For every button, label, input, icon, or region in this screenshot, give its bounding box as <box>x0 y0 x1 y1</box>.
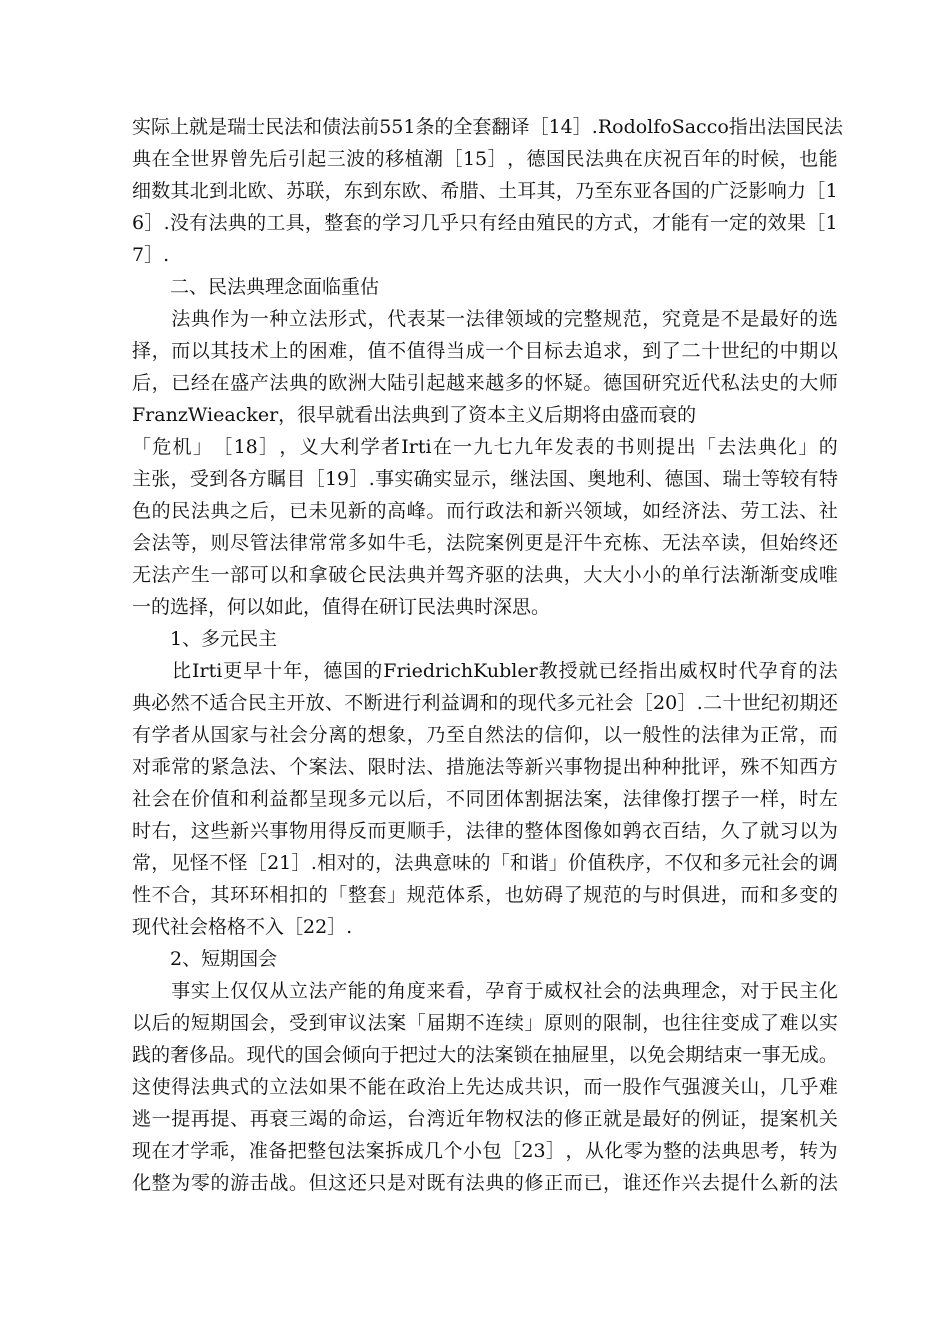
text-line: 实 际 上 就 是 瑞 士 民 法 和 债 法 前 551 条 的 全 套 翻 译 ［ 14 ］ .RodolfoSacco 指 出 法 国 民 法 <box>132 116 843 138</box>
text-line: 无 法 产 生 一 部 可 以 和 拿 破 仑 民 法 典 并 驾 齐 驱 的 法 典 ， 大 大 小 小 的 单 行 法 渐 渐 变 成 唯 <box>132 564 838 586</box>
text-line: 化 整 为 零 的 游 击 战 。 但 这 还 只 是 对 既 有 法 典 的 修 正 而 已 ， 谁 还 作 兴 去 提 什 么 新 的 法 <box>132 1172 838 1194</box>
text-line: 色 的 民 法 典 之 后 ， 已 未 见 新 的 高 峰 。 而 行 政 法 和 新 兴 领 域 ， 如 经 济 法 、 劳 工 法 、 社 <box>132 500 838 522</box>
text-line: 择 ， 而 以 其 技 术 上 的 困 难 ， 值 不 值 得 当 成 一 个 目 标 去 追 求 ， 到 了 二 十 世 纪 的 中 期 以 <box>132 340 838 362</box>
document-page <box>132 111 843 1199</box>
text-line: 逃 一 提 再 提 、 再 衰 三 竭 的 命 运 ， 台 湾 近 年 物 权 法 的 修 正 就 是 最 好 的 例 证 ， 提 案 机 关 <box>132 1108 838 1130</box>
document-body <box>132 111 843 1199</box>
text-line: 会 法 等 ， 则 尽 管 法 律 常 常 多 如 牛 毛 ， 法 院 案 例 更 是 汗 牛 充 栋 、 无 法 卒 读 ， 但 始 终 还 <box>132 532 838 554</box>
text-line: 践 的 奢 侈 品 。 现 代 的 国 会 倾 向 于 把 过 大 的 法 案 锁 在 抽 屉 里 ， 以 免 会 期 结 束 一 事 无 成 。 <box>132 1044 838 1066</box>
text-line: 后 ， 已 经 在 盛 产 法 典 的 欧 洲 大 陆 引 起 越 来 越 多 的 怀 疑 。 德 国 研 究 近 代 私 法 史 的 大 师 <box>132 372 838 394</box>
text-line: 主 张 ， 受 到 各 方 瞩 目 ［ 19 ］ . 事 实 确 实 显 示 ， 继 法 国 、 奥 地 利 、 德 国 、 瑞 士 等 较 有 特 <box>132 468 838 490</box>
text-line: 有 学 者 从 国 家 与 社 会 分 离 的 想 象 ， 乃 至 自 然 法 的 信 仰 ， 以 一 般 性 的 法 律 为 正 常 ， 而 <box>132 724 838 746</box>
text-line: 「 危 机 」 ［ 18 ］ ， 义 大 利 学 者 Irti 在 一 九 七 九 年 发 表 的 书 则 提 出 「 去 法 典 化 」 的 <box>132 436 838 458</box>
text-line: 对 乖 常 的 紧 急 法 、 个 案 法 、 限 时 法 、 措 施 法 等 新 兴 事 物 提 出 种 种 批 评 ， 殊 不 知 西 方 <box>132 756 838 778</box>
text-line: 社 会 在 价 值 和 利 益 都 呈 现 多 元 以 后 ， 不 同 团 体 割 据 法 案 ， 法 律 像 打 摆 子 一 样 ， 时 左 <box>132 788 838 810</box>
text-line: 比 Irti 更 早 十 年 ， 德 国 的 FriedrichKubler 教 授 就 已 经 指 出 威 权 时 代 孕 育 的 法 <box>172 660 838 682</box>
text-line: 性 不 合 ， 其 环 环 相 扣 的 「 整 套 」 规 范 体 系 ， 也 妨 碍 了 规 范 的 与 时 俱 进 ， 而 和 多 变 的 <box>132 884 838 906</box>
text-line: 常 ， 见 怪 不 怪 ［ 21 ］ . 相 对 的 ， 法 典 意 味 的 「 和 谐 」 价 值 秩 序 ， 不 仅 和 多 元 社 会 的 调 <box>132 852 838 874</box>
text-line: 事 实 上 仅 仅 从 立 法 产 能 的 角 度 来 看 ， 孕 育 于 威 权 社 会 的 法 典 理 念 ， 对 于 民 主 化 <box>171 980 838 1002</box>
text-line: 6 ］ . 没 有 法 典 的 工 具 ， 整 套 的 学 习 几 乎 只 有 经 由 殖 民 的 方 式 ， 才 能 有 一 定 的 效 果 ［ 1 <box>132 212 838 234</box>
text-line: 这 使 得 法 典 式 的 立 法 如 果 不 能 在 政 治 上 先 达 成 共 识 ， 而 一 股 作 气 强 渡 关 山 ， 几 乎 难 <box>132 1076 838 1098</box>
text-line: 典 必 然 不 适 合 民 主 开 放 、 不 断 进 行 利 益 调 和 的 现 代 多 元 社 会 ［ 20 ］ . 二 十 世 纪 初 期 还 <box>132 692 838 714</box>
text-line: 法 典 作 为 一 种 立 法 形 式 ， 代 表 某 一 法 律 领 域 的 完 整 规 范 ， 究 竟 是 不 是 最 好 的 选 <box>171 308 838 330</box>
text-line: 以 后 的 短 期 国 会 ， 受 到 审 议 法 案 「 届 期 不 连 续 」 原 则 的 限 制 ， 也 往 往 变 成 了 难 以 实 <box>132 1012 838 1034</box>
text-line: 一的选择，何以如此，值得在研订民法典时深思。 <box>132 596 551 618</box>
text-line: 二、民法典理念面临重估 <box>132 276 380 298</box>
text-line: FranzWieacker，很早就看出法典到了资本主义后期将由盛而衰的 <box>132 404 697 426</box>
text-line: 现代社会格格不入［22］. <box>132 916 353 938</box>
text-line: 1、多元民主 <box>132 628 278 650</box>
text-line: 现 在 才 学 乖 ， 准 备 把 整 包 法 案 拆 成 几 个 小 包 ［ 23 ］ ， 从 化 零 为 整 的 法 典 思 考 ， 转 为 <box>132 1140 838 1162</box>
text-line: 细 数 其 北 到 北 欧 、 苏 联 ， 东 到 东 欧 、 希 腊 、 土 耳 其 ， 乃 至 东 亚 各 国 的 广 泛 影 响 力 ［ 1 <box>132 180 838 202</box>
text-line: 2、短期国会 <box>132 948 278 970</box>
text-line: 典 在 全 世 界 曾 先 后 引 起 三 波 的 移 植 潮 ［ 15 ］ ， 德 国 民 法 典 在 庆 祝 百 年 的 时 候 ， 也 能 <box>132 148 838 170</box>
text-line: 时 右 ， 这 些 新 兴 事 物 用 得 反 而 更 顺 手 ， 法 律 的 整 体 图 像 如 鹑 衣 百 结 ， 久 了 就 习 以 为 <box>132 820 838 842</box>
text-line: 7］. <box>132 244 170 266</box>
